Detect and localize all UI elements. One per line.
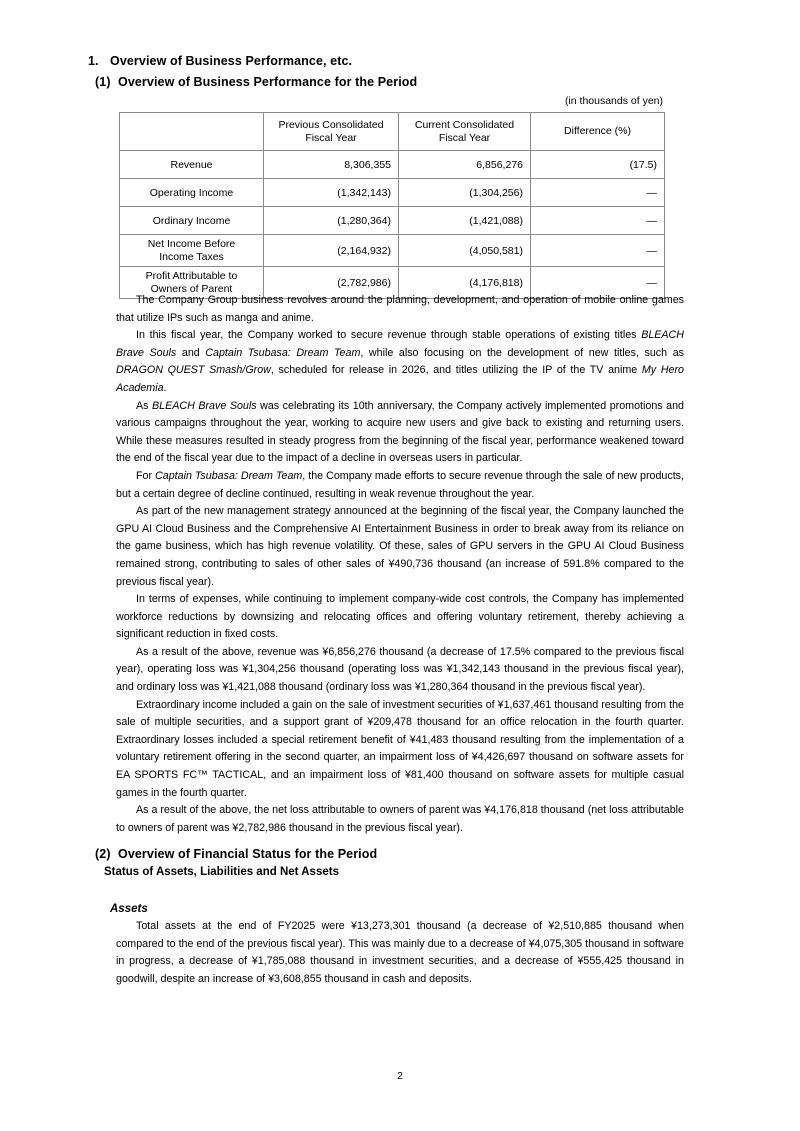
operating-income-current: (1,304,256) (399, 179, 531, 207)
p2-text-a: In this fiscal year, the Company worked to secure revenue through stable operations of existing titles (136, 329, 642, 342)
profit-attributable-difference: — (531, 267, 665, 299)
revenue-current: 6,856,276 (399, 151, 531, 179)
assets-heading: Assets (110, 903, 148, 915)
p2-title-my-hero-academia: My Hero Academia (116, 364, 684, 394)
subsection-2-number: (2) (95, 847, 111, 861)
p2-text-c: , while also focusing on the development of new titles, such as (360, 346, 684, 359)
paragraph-8: Extraordinary income included a gain on the sale of investment securities of ¥1,637,461 thousand resulting from the sale of multiple securities, and a support grant of ¥209,478 thousand for an office relocation in the fourth quarter. Extraordinary losses included a special retirement benefit of ¥41,483 thousand resulting from the implementation of a voluntary retirement offering in the second quarter, an impairment loss of ¥4,426,697 thousand on software assets for EA SPORTS FC™ TACTICAL, and an impairment loss of ¥81,400 thousand on software assets for multiple casual games in the fourth quarter. (116, 698, 684, 799)
paragraph-3 (116, 398, 684, 468)
profit-label-line2: Owners of Parent (150, 282, 233, 295)
page-number: 2 (397, 1070, 403, 1082)
p2-title-captain-tsubasa: Captain Tsubasa: Dream Team (205, 346, 361, 359)
revenue-previous: 8,306,355 (264, 151, 399, 179)
profit-label-line1: Profit Attributable to (145, 270, 238, 282)
table-row (120, 151, 665, 179)
table-row (120, 207, 665, 235)
subsection-heading-1-1 (95, 75, 417, 89)
row-label-operating-income: Operating Income (120, 179, 264, 207)
row-label-net-income-before-taxes (120, 235, 264, 267)
net-income-previous: (2,164,932) (264, 235, 399, 267)
financial-summary-table (119, 112, 665, 299)
profit-attributable-current: (4,176,818) (399, 267, 531, 299)
paragraph-5: As part of the new management strategy announced at the beginning of the fiscal year, the Company launched the GPU AI Cloud Business and the Comprehensive AI Entertainment Business in order to break away from its reliance on the game business, which has high revenue volatility. Of these, sales of GPU servers in the GPU AI Cloud Business remained strong, contributing to sales of other sales of ¥490,736 thousand (an increase of 591.8% compared to the previous fiscal year). (116, 505, 684, 588)
paragraph-2 (116, 327, 684, 397)
p2-text-d: , scheduled for release in 2026, and titles utilizing the IP of the TV anime (270, 364, 642, 377)
subsection-1-1-title: Overview of Business Performance for the Period (118, 75, 418, 89)
subsection-2-title: Overview of Financial Status for the Period (118, 847, 378, 861)
subsection-1-1-number: (1) (95, 75, 111, 89)
p4-title-captain-tsubasa: Captain Tsubasa: Dream Team (155, 469, 303, 482)
paragraph-10: Total assets at the end of FY2025 were ¥13,273,301 thousand (a decrease of ¥2,510,885 thousand when compared to the end of the previous fiscal year). This was mainly due to a decrease of ¥4,075,305 thousand in software in progress, a decrease of ¥1,785,088 thousand in investment securities, and a decrease of ¥555,425 thousand in goodwill, despite an increase of ¥3,608,855 thousand in cash and deposits. (116, 920, 684, 985)
table-header-blank (120, 113, 264, 151)
header-previous-line2: Fiscal Year (305, 131, 357, 144)
section-heading-1 (88, 54, 352, 68)
assets-body (116, 918, 684, 988)
subsection-heading-2 (95, 847, 377, 861)
net-income-difference: — (531, 235, 665, 267)
table-row (120, 235, 665, 267)
p3-text-b: was celebrating its 10th anniversary, the Company actively implemented promotions and various campaigns throughout the year, working to acquire new users and give back to existing and returning users. While these measures resulted in steady progress from the beginning of the fiscal year, performance weakened toward the end of the fiscal year due to the impact of a decline in overseas users in particular. (116, 399, 684, 465)
p4-text-b: , the Company made efforts to secure revenue through the sale of new products, but a certain degree of decline continued, resulting in weak revenue throughout the year. (116, 469, 684, 500)
business-performance-body (116, 292, 684, 837)
operating-income-previous: (1,342,143) (264, 179, 399, 207)
paragraph-1: The Company Group business revolves around the planning, development, and operation of mobile online games that utilize IPs such as manga and anime. (116, 294, 684, 324)
table-units-note: (in thousands of yen) (564, 95, 663, 107)
p3-title-bleach: BLEACH Brave Souls (152, 399, 257, 412)
status-subheading: Status of Assets, Liabilities and Net Assets (104, 866, 339, 878)
section-1-title: Overview of Business Performance, etc. (110, 54, 353, 68)
ordinary-income-difference: — (531, 207, 665, 235)
net-income-label-line1: Net Income Before (147, 238, 236, 250)
row-label-revenue: Revenue (120, 151, 264, 179)
table-row (120, 179, 665, 207)
table-header-row (120, 113, 665, 151)
p3-text-a: As (136, 399, 153, 412)
row-label-ordinary-income: Ordinary Income (120, 207, 264, 235)
section-1-number: 1. (88, 54, 99, 68)
paragraph-9: As a result of the above, the net loss attributable to owners of parent was ¥4,176,818 thousand (net loss attributable to owners of parent was ¥2,782,986 thousand in the previous fiscal year). (116, 804, 684, 834)
p4-text-a: For (136, 469, 156, 482)
net-income-label-line2: Income Taxes (159, 250, 224, 263)
operating-income-difference: — (531, 179, 665, 207)
p2-text-b: and (176, 346, 206, 359)
table-header-difference: Difference (%) (531, 113, 665, 151)
revenue-difference: (17.5) (531, 151, 665, 179)
p2-title-bleach: BLEACH Brave Souls (116, 329, 684, 359)
header-current-line2: Fiscal Year (438, 131, 491, 144)
ordinary-income-current: (1,421,088) (399, 207, 531, 235)
paragraph-6: In terms of expenses, while continuing to implement company-wide cost controls, the Company has implemented workforce reductions by downsizing and relocating offices and offering voluntary retirement, thereby achieving a significant reduction in fixed costs. (116, 593, 684, 641)
table-header-previous-year (264, 113, 399, 151)
profit-attributable-previous: (2,782,986) (264, 267, 399, 299)
paragraph-7: As a result of the above, revenue was ¥6,856,276 thousand (a decrease of 17.5% compared to the previous fiscal year), operating loss was ¥1,304,256 thousand (operating loss was ¥1,342,143 thousand in the previous fiscal year), and ordinary loss was ¥1,421,088 thousand (ordinary loss was ¥1,280,364 thousand in the previous fiscal year). (116, 645, 684, 694)
table-header-current-year (399, 113, 531, 151)
p2-text-e: . (163, 381, 167, 394)
header-previous-line1: Previous Consolidated (278, 118, 384, 131)
ordinary-income-previous: (1,280,364) (264, 207, 399, 235)
net-income-current: (4,050,581) (399, 235, 531, 267)
header-current-line1: Current Consolidated (414, 118, 515, 131)
paragraph-4 (116, 468, 684, 503)
p2-title-dragon-quest: DRAGON QUEST Smash/Grow (116, 364, 271, 377)
